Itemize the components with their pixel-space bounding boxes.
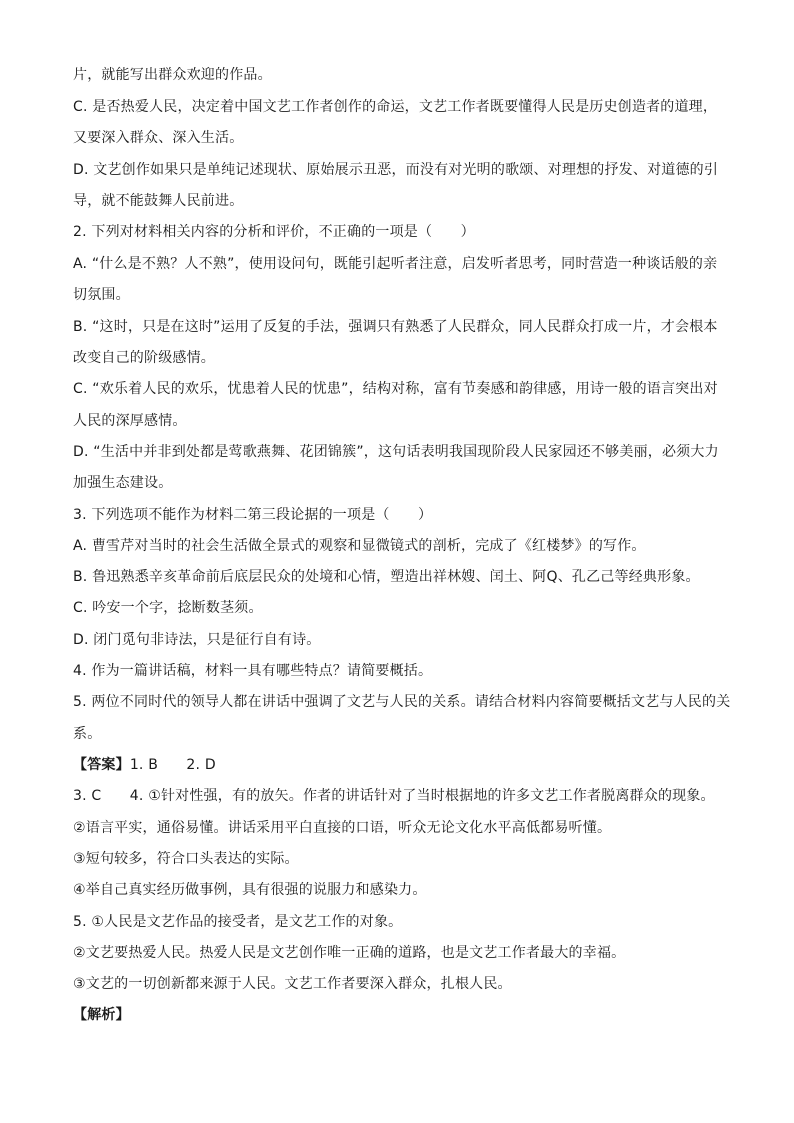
answer-detail-line: 3. C 4. ①针对性强，有的放矢。作者的讲话针对了当时根据地的许多文艺工作者脱离群众的现象。 <box>73 788 715 804</box>
answer-detail-line: ④举自己真实经历做事例，具有很强的说服力和感染力。 <box>73 882 427 898</box>
text-line: 改变自己的阶级感情。 <box>73 350 215 366</box>
text-line: 片，就能写出群众欢迎的作品。 <box>73 67 272 83</box>
answer-text: 1. B 2. D <box>129 757 216 773</box>
answer-detail-line: ③文艺的一切创新都来源于人民。文艺工作者要深入群众，扎根人民。 <box>73 976 512 992</box>
text-line: 导，就不能鼓舞人民前进。 <box>73 193 244 209</box>
text-line: 人民的深厚感情。 <box>73 413 187 429</box>
analysis-label: 【解析】 <box>73 1007 130 1023</box>
answer-label: 【答案】 <box>73 757 130 773</box>
option-d-line: D. 闭门觅句非诗法，只是征行自有诗。 <box>73 632 321 648</box>
option-c-line: C. 是否热爱人民，决定着中国文艺工作者创作的命运，文艺工作者既要懂得人民是历史创造者的道理， <box>73 99 718 115</box>
question-2: 2. 下列对材料相关内容的分析和评价，不正确的一项是（ ） <box>73 224 475 240</box>
text-line: 切氛围。 <box>73 287 130 303</box>
answer-detail-line: ②文艺要热爱人民。热爱人民是文艺创作唯一正确的道路，也是文艺工作者最大的幸福。 <box>73 945 626 961</box>
answer-detail-line: 5. ①人民是文艺作品的接受者，是文艺工作的对象。 <box>73 914 403 930</box>
option-d-line: D. 文艺创作如果只是单纯记述现状、原始展示丑恶，而没有对光明的歌颂、对理想的抒发、对道德的引 <box>73 162 719 178</box>
question-4: 4. 作为一篇讲话稿，材料一具有哪些特点？请简要概括。 <box>73 663 433 679</box>
option-a-line: A. 曹雪芹对当时的社会生活做全景式的观察和显微镜式的剖析，完成了《红楼梦》的写作。 <box>73 538 646 554</box>
option-b-line: B. “这时，只是在这时”运用了反复的手法，强调只有熟悉了人民群众，同人民群众打成一片，才会根本 <box>73 319 718 335</box>
answer-line <box>73 755 216 775</box>
option-b-line: B. 鲁迅熟悉辛亥革命前后底层民众的处境和心情，塑造出祥林嫂、闰土、阿Q、孔乙己等经典形象。 <box>73 569 700 585</box>
answer-detail-line: ③短句较多，符合口头表达的实际。 <box>73 851 299 867</box>
question-5: 5. 两位不同时代的领导人都在讲话中强调了文艺与人民的关系。请结合材料内容简要概括文艺与人民的关 <box>73 694 731 710</box>
answer-detail-line: ②语言平实，通俗易懂。讲话采用平白直接的口语，听众无论文化水平高低都易听懂。 <box>73 820 612 836</box>
option-c-line: C. “欢乐着人民的欢乐，忧患着人民的忧患”，结构对称，富有节奏感和韵律感，用诗一般的语言突出对 <box>73 381 718 397</box>
question-3: 3. 下列选项不能作为材料二第三段论据的一项是（ ） <box>73 507 433 523</box>
text-line: 加强生态建设。 <box>73 475 173 491</box>
option-c-line: C. 吟安一个字，捻断数茎须。 <box>73 600 263 616</box>
text-line: 又要深入群众、深入生活。 <box>73 130 244 146</box>
option-d-line: D. “生活中并非到处都是莺歌燕舞、花团锦簇”，这句话表明我国现阶段人民家园还不够美丽，必须大力 <box>73 444 719 460</box>
option-a-line: A. “什么是不熟？人不熟”，使用设问句，既能引起听者注意，启发听者思考，同时营造一种谈话般的亲 <box>73 256 718 272</box>
text-line: 系。 <box>73 726 102 742</box>
